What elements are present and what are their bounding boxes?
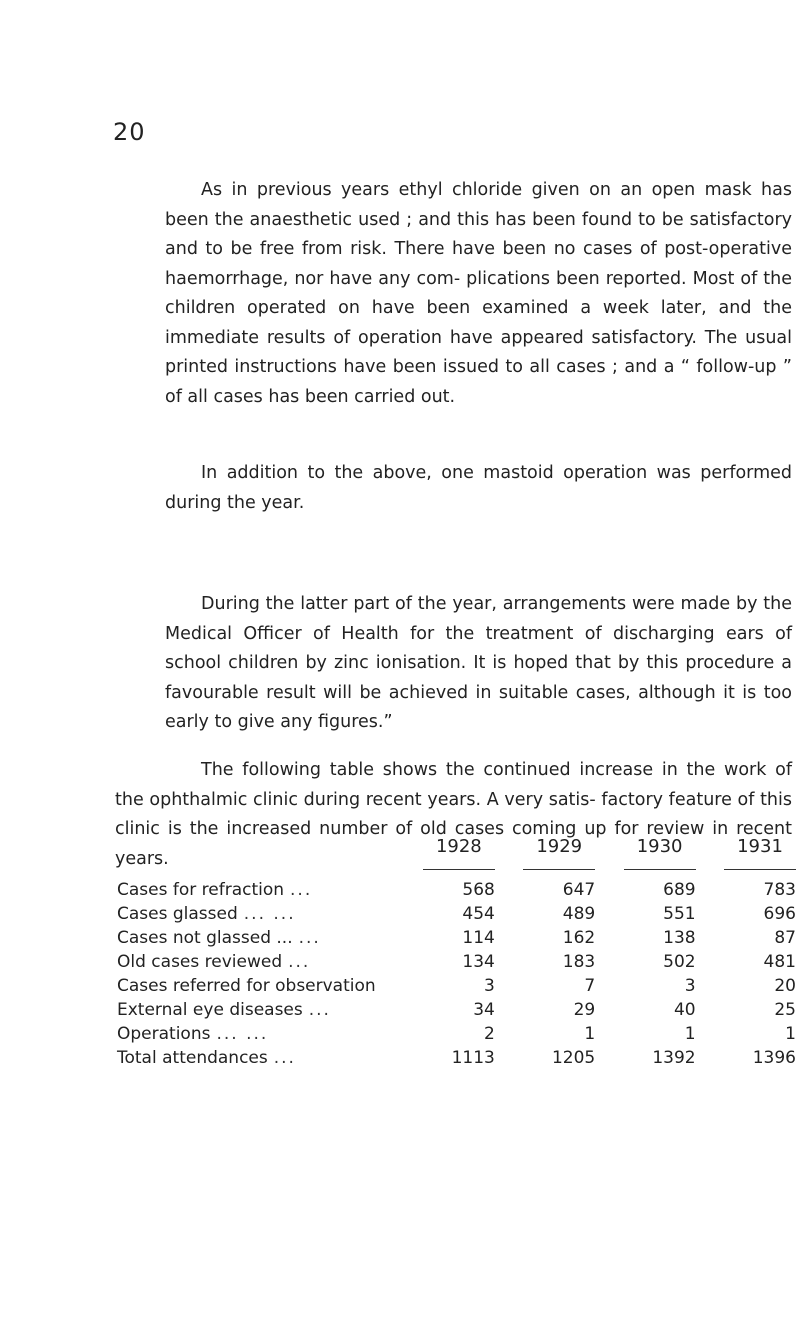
table-cell: 481 — [763, 952, 796, 972]
row-label: Total attendances ... — [117, 1048, 296, 1068]
table-cell: 454 — [462, 904, 495, 924]
table-row — [117, 1022, 800, 1046]
table-header-row — [117, 834, 800, 876]
table-cell: 3 — [684, 976, 696, 996]
table-cell: 29 — [573, 1000, 596, 1020]
paragraph-zinc-ionisation: During the latter part of the year, arrangements were made by the Medical Officer of Health for the treatment of discharging ears of school children by zinc ionisation. It is hoped that by this procedure a favourable result will be achieved in suitable cases, although it is too early to give any figures.” — [165, 594, 792, 732]
table-row — [117, 998, 800, 1022]
table-cell: 7 — [584, 976, 596, 996]
ophthalmic-clinic-table — [117, 834, 800, 1070]
year-header-1928: 1928 — [398, 834, 498, 876]
table-row — [117, 876, 800, 902]
row-label: Cases not glassed ... ... — [117, 928, 321, 948]
table-cell: 138 — [663, 928, 696, 948]
table-cell: 489 — [562, 904, 596, 924]
table-row — [117, 974, 800, 998]
table-row — [117, 902, 800, 926]
row-label: Old cases reviewed ... — [117, 952, 311, 972]
table-cell: 34 — [473, 1000, 495, 1020]
table-cell: 40 — [673, 1000, 696, 1020]
table-cell: 696 — [763, 904, 796, 924]
table-cell: 25 — [774, 1000, 796, 1020]
table-cell: 1 — [584, 1024, 596, 1044]
table-cell: 502 — [663, 952, 696, 972]
table-cell: 1 — [684, 1024, 696, 1044]
row-label: External eye diseases ... — [117, 1000, 331, 1020]
table-cell: 3 — [484, 976, 495, 996]
table-row — [117, 950, 800, 974]
table-cell: 183 — [562, 952, 596, 972]
table-cell: 87 — [774, 928, 796, 948]
row-label: Cases for refraction ... — [117, 880, 313, 900]
paragraph-ophthalmic-intro: The following table shows the continued increase in the work of the ophthalmic clinic during recent years. A very satis- factory feature of this clinic is the increased number of old cases coming up for review in recent years. — [115, 760, 792, 869]
table-cell: 1113 — [451, 1048, 495, 1068]
year-header-1931: 1931 — [700, 834, 800, 876]
table-cell: 689 — [663, 880, 696, 900]
table-cell: 134 — [462, 952, 495, 972]
table-cell: 1 — [785, 1024, 796, 1044]
table-cell: 162 — [562, 928, 596, 948]
table-cell: 568 — [462, 880, 495, 900]
table-row — [117, 926, 800, 950]
row-label: Cases glassed ... ... — [117, 904, 296, 924]
year-header-1929: 1929 — [499, 834, 599, 876]
paragraph-mastoid: In addition to the above, one mastoid operation was performed during the year. — [165, 463, 792, 513]
row-label: Cases referred for observation — [117, 976, 376, 996]
table-cell: 783 — [763, 880, 796, 900]
table-cell: 114 — [462, 928, 495, 948]
table-cell: 551 — [663, 904, 696, 924]
table-cell: 20 — [774, 976, 796, 996]
table-cell: 1205 — [551, 1048, 596, 1068]
table-cell: 1392 — [652, 1048, 696, 1068]
paragraph-anaesthetic: As in previous years ethyl chloride given on an open mask has been the anaesthetic used ; and this has been found to be satisfactory and to be free from risk. There have been no cases of post-operative haemorrhage, nor have any com- plications been reported. Most of the children operated on have been examined a week later, and the immediate results of operation have appeared satisfactory. The usual printed instructions have been issued to all cases ; and a “ follow-up ” of all cases has been carried out. — [165, 180, 792, 407]
row-label: Operations ... ... — [117, 1024, 269, 1044]
table-header-blank — [117, 834, 398, 876]
table-cell: 2 — [484, 1024, 495, 1044]
page-number: 20 — [113, 118, 146, 146]
table-row — [117, 1046, 800, 1070]
table-cell: 1396 — [752, 1048, 796, 1068]
table-cell: 647 — [562, 880, 596, 900]
year-header-1930: 1930 — [599, 834, 699, 876]
